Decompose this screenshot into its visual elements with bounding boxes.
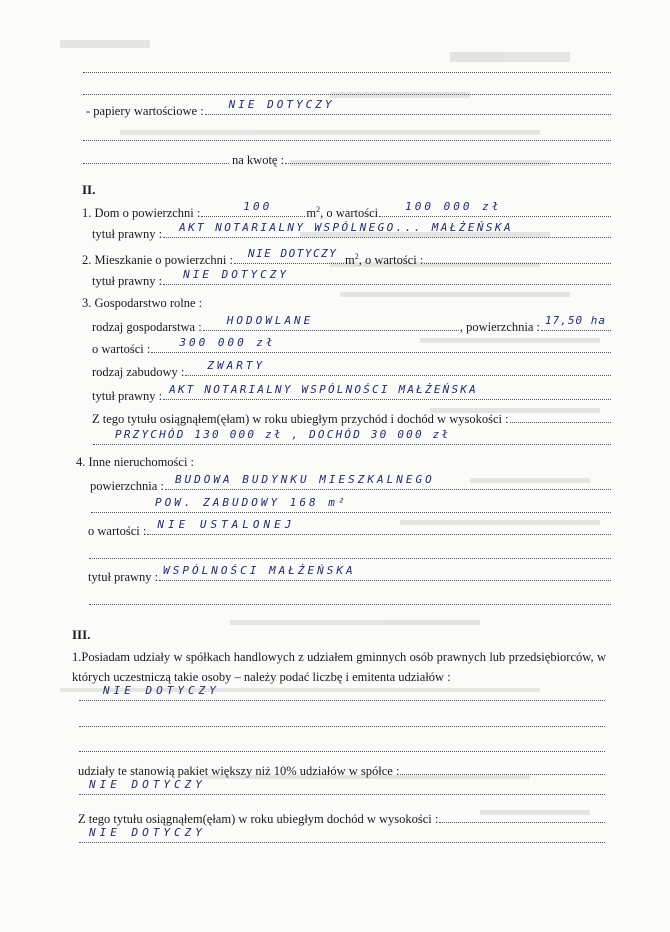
flat-label: 2. Mieszkanie o powierzchni : [82,253,233,268]
income-value-row [78,826,606,843]
farm-income-label: Z tego tytułu osiągnąłem(ęłam) w roku ubiegłym przychód i dochód w wysokości : [92,412,509,426]
blank-line-2 [82,82,612,95]
farm-area[interactable]: 17,50 ha [545,314,606,327]
blank-line-1 [82,60,612,73]
income-value[interactable]: NIE DOTYCZY [89,826,206,839]
shares-text: 1.Posiadam udziały w spółkach handlowych z udziałem gminnych osób prawnych lub przedsiębiorców, w których uczestniczą takie osoby – należy podać liczbę i emitenta udziałów : [72,650,606,684]
section-2-heading: II. [82,182,96,197]
blank-line-3 [82,128,612,141]
blank-line-7 [78,739,606,752]
farm-value-label: o wartości : [92,342,151,356]
flat-title-row [92,268,612,289]
farm-type-label: rodzaj gospodarstwa : [92,320,202,334]
securities-value[interactable]: NIE DOTYCZY [228,98,335,111]
shares-value-row [78,684,606,701]
house-unit: $m^2$ [306,205,321,221]
other-area-2[interactable]: POW. ZABUDOWY 168 m² [155,496,348,509]
amount-row [82,151,612,168]
other-area-1[interactable]: BUDOWA BUDYNKU MIESZKALNEGO [174,473,435,486]
farm-row [82,295,382,311]
house-value-label: , o wartości [320,206,379,221]
section-3-heading: III. [72,627,91,642]
blank-line-6 [78,714,606,727]
farm-buildings-label: rodzaj zabudowy : [92,365,185,379]
securities-row [86,98,612,119]
other-label: 4. Inne nieruchomości : [76,455,195,469]
other-title-label: tytuł prawny : [88,570,159,584]
other-value[interactable]: NIE USTALONEJ [157,518,296,531]
other-area-row-2 [90,496,612,513]
other-title[interactable]: WSPÓLNOŚCI MAŁŻEŃSKA [163,564,356,577]
shares-value[interactable]: NIE DOTYCZY [103,684,220,697]
farm-type-row [92,314,612,335]
farm-title[interactable]: AKT NOTARIALNY WSPÓLNOŚCI MAŁŻEŃSKA [169,383,478,396]
flat-row [82,249,612,268]
stake-label: udziały te stanowią pakiet większy niż 10% udziałów w spółce : [78,764,400,778]
house-row [82,202,612,221]
flat-title[interactable]: NIE DOTYCZY [183,268,289,281]
farm-value[interactable]: 300 000 zł [179,336,276,349]
blank-line-4 [88,546,612,559]
flat-value[interactable] [424,251,611,264]
farm-area-label: , powierzchnia : [459,320,540,334]
blank-line-5 [88,592,612,605]
farm-buildings[interactable]: ZWARTY [207,359,266,372]
house-title-row [92,221,612,242]
farm-type[interactable]: HODOWLANE [226,314,314,327]
house-title[interactable]: AKT NOTARIALNY WSPÓLNEGO... MAŁŻEŃSKA [179,221,513,234]
income-label: Z tego tytułu osiągnąłem(ęłam) w roku ubiegłym dochód w wysokości : [78,812,439,826]
flat-area[interactable]: NIE DOTYCZY [248,247,338,261]
other-value-row [88,518,612,539]
other-value-label: o wartości : [88,524,147,538]
farm-title-label: tytuł prawny : [92,389,163,403]
farm-title-row [92,383,612,404]
farm-value-row [92,336,612,357]
farm-income-row [92,410,612,427]
other-row [76,454,376,470]
farm-income-value-row [92,428,612,445]
flat-unit: $m^2$ [345,252,359,268]
farm-label: 3. Gospodarstwo rolne : [82,296,203,310]
house-label: 1. Dom o powierzchni : [82,206,201,221]
other-area-row [90,473,612,494]
house-title-label: tytuł prawny : [92,227,163,241]
flat-title-label: tytuł prawny : [92,274,163,288]
flat-value-label: , o wartości : [358,253,424,268]
amount-value[interactable] [285,151,611,164]
securities-label: - papiery wartościowe : [86,104,204,118]
amount-label: na kwotę : [232,153,285,167]
house-area[interactable]: 100 [243,200,273,214]
stake-value[interactable]: NIE DOTYCZY [89,778,206,791]
house-value[interactable]: 100 000 zł [405,200,502,214]
farm-buildings-row [92,359,612,380]
other-area-label: powierzchnia : [90,479,164,493]
farm-income[interactable]: PRZYCHÓD 130 000 zł , DOCHÓD 30 000 zł [115,428,451,441]
stake-value-row [78,778,606,795]
other-title-row [88,564,612,585]
